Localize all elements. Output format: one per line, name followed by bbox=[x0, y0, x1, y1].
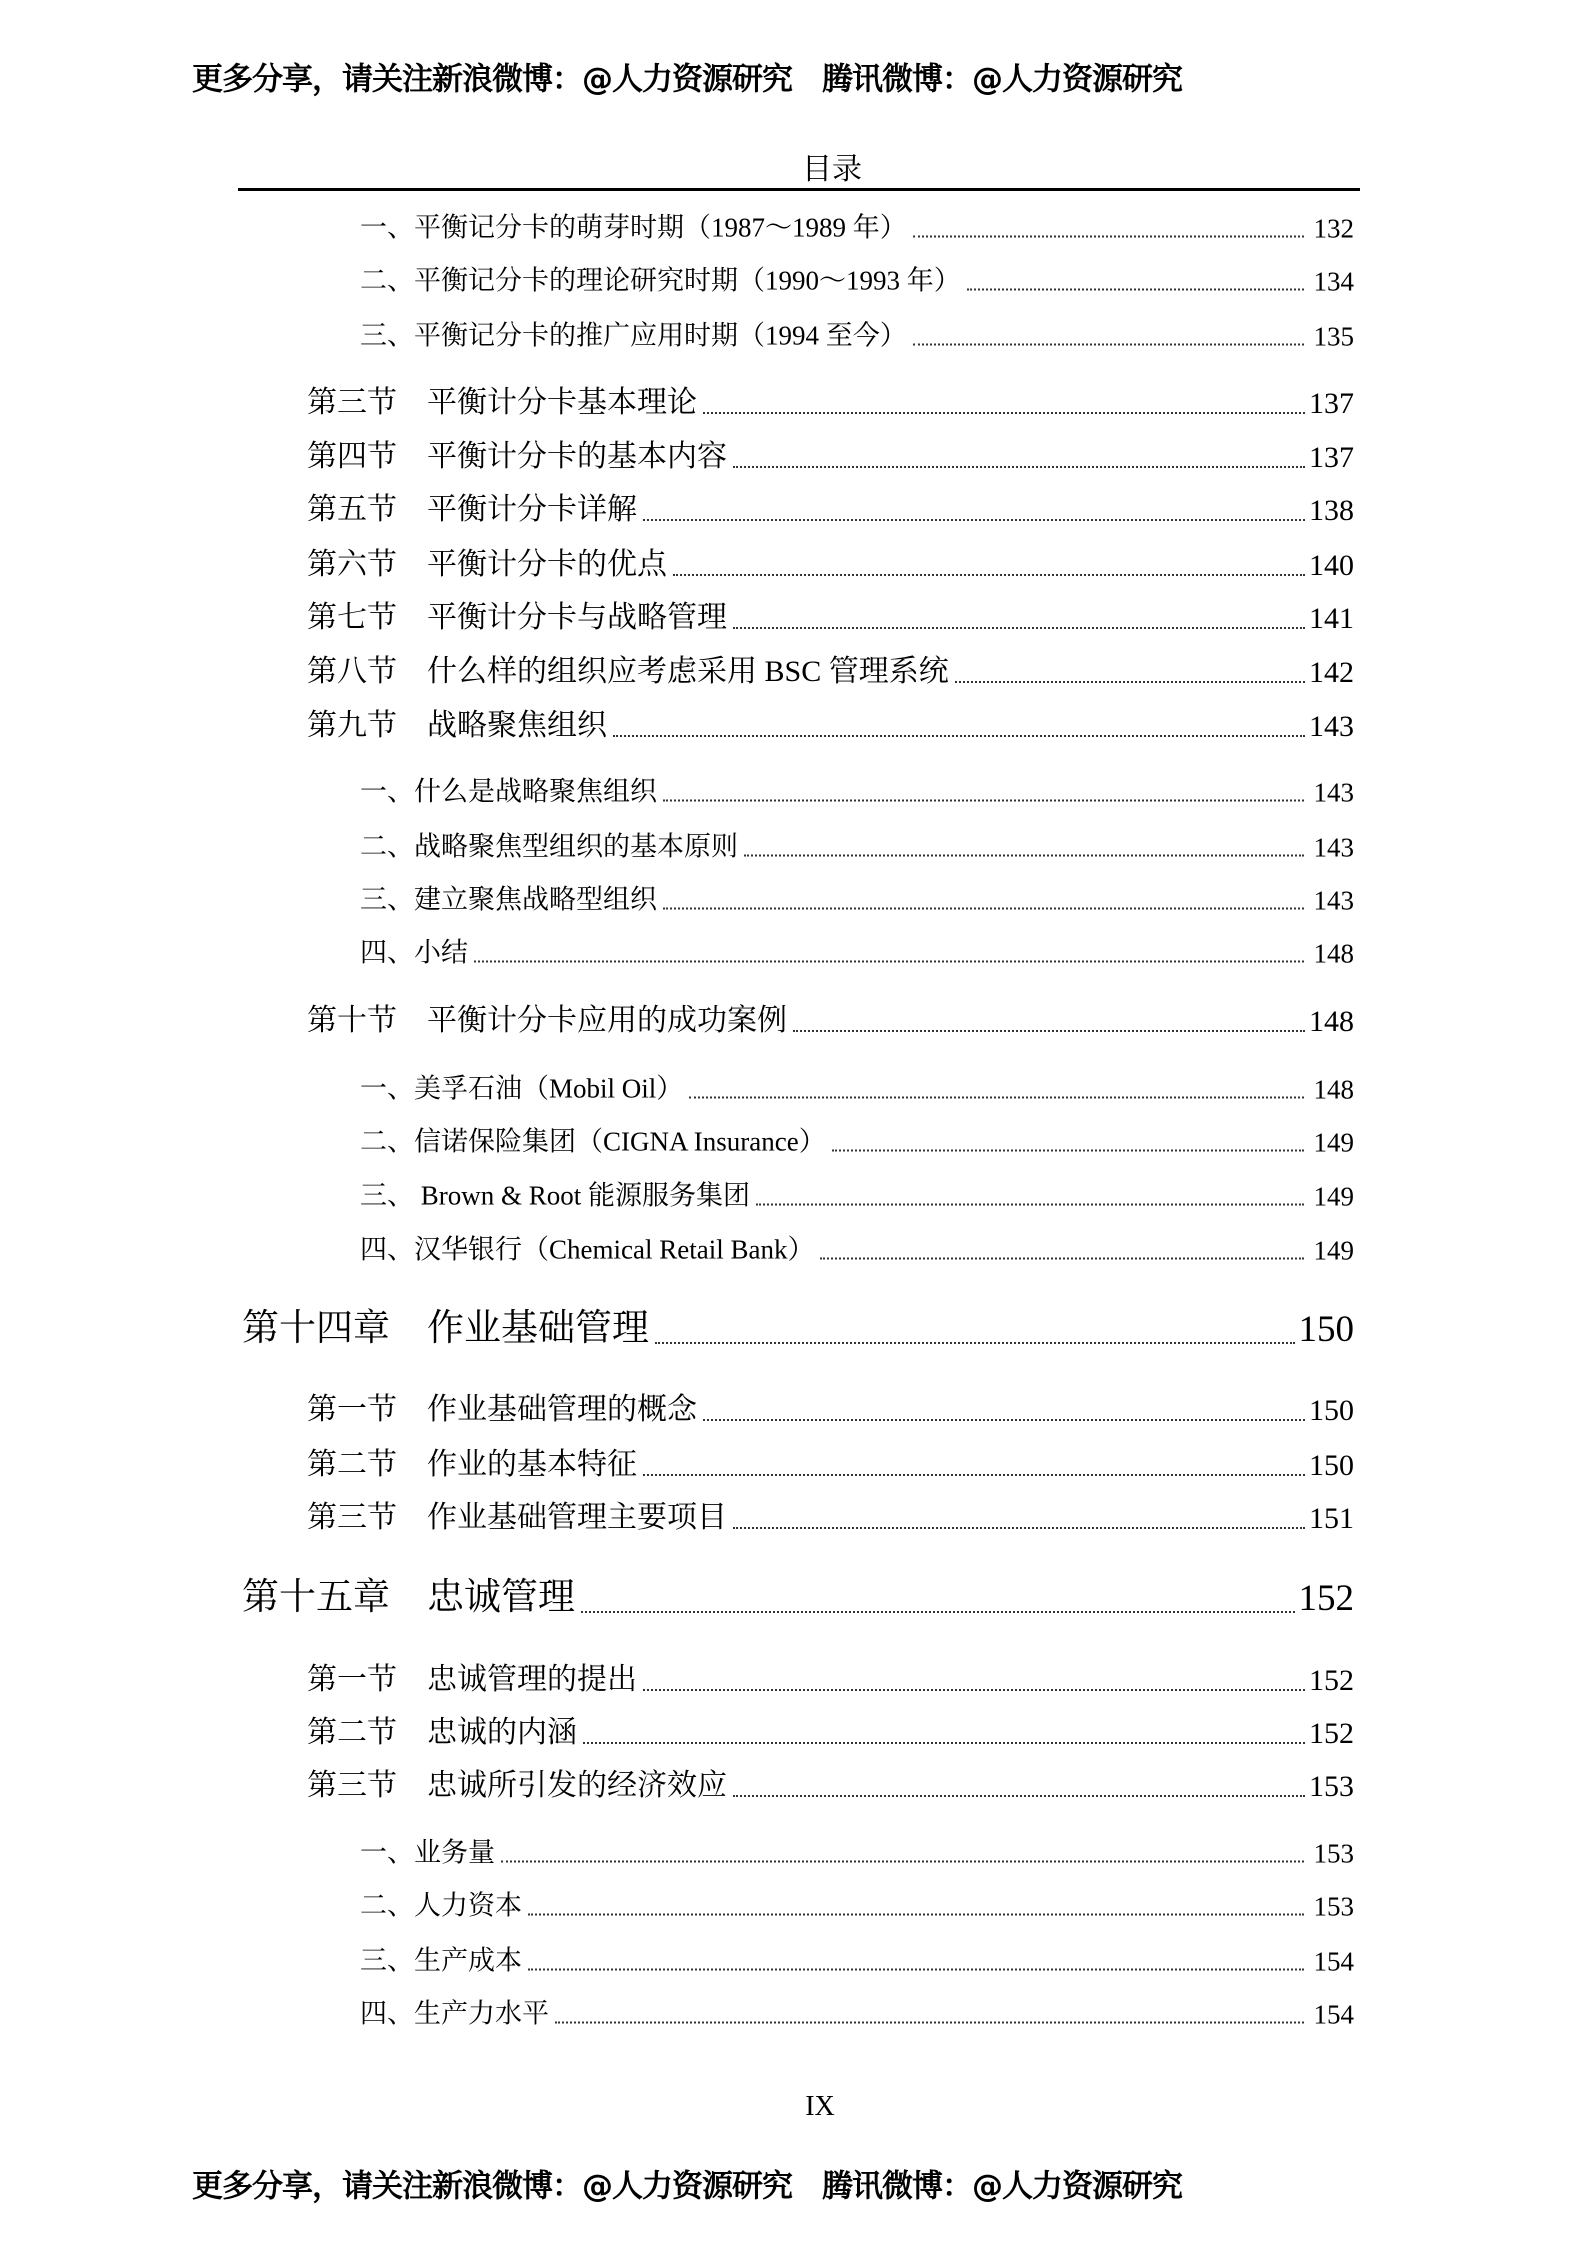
dot-leader bbox=[733, 466, 1305, 468]
toc-entry-page: 148 bbox=[1313, 938, 1354, 969]
toc-entry-label: 第七节 平衡计分卡与战略管理 bbox=[307, 601, 727, 634]
toc-entry-label: 第二节 忠诚的内涵 bbox=[307, 1716, 577, 1749]
toc-entry-label: 四、小结 bbox=[360, 937, 468, 968]
dot-leader bbox=[643, 1474, 1305, 1476]
dot-leader bbox=[581, 1611, 1295, 1613]
toc-chapter[interactable] bbox=[242, 1297, 1354, 1351]
toc-entry-label: 第八节 什么样的组织应考虑采用 BSC 管理系统 bbox=[307, 655, 949, 688]
toc-entry-label: 第六节 平衡计分卡的优点 bbox=[307, 548, 667, 581]
toc-subsection[interactable] bbox=[360, 1228, 1354, 1267]
toc-entry-label: 一、业务量 bbox=[360, 1837, 495, 1868]
toc-entry-label: 三、平衡记分卡的推广应用时期（1994 至今） bbox=[360, 320, 907, 351]
dot-leader bbox=[555, 2022, 1304, 2024]
dot-leader bbox=[913, 236, 1304, 238]
toc-section[interactable] bbox=[307, 1439, 1354, 1483]
toc-entry-page: 153 bbox=[1313, 1891, 1354, 1922]
dot-leader bbox=[663, 908, 1304, 910]
dot-leader bbox=[703, 412, 1305, 414]
toc-entry-page: 153 bbox=[1313, 1838, 1354, 1869]
dot-leader bbox=[689, 1097, 1303, 1099]
dot-leader bbox=[501, 1861, 1304, 1863]
toc-subsection[interactable] bbox=[360, 206, 1354, 245]
toc-subsection[interactable] bbox=[360, 1831, 1354, 1870]
page-number: IX bbox=[805, 2091, 835, 2122]
toc-entry-page: 152 bbox=[1309, 1664, 1354, 1697]
toc-section[interactable] bbox=[307, 1760, 1354, 1804]
toc-entry-label: 二、战略聚焦型组织的基本原则 bbox=[360, 831, 738, 862]
toc-section[interactable] bbox=[307, 646, 1354, 690]
toc-entry-page: 151 bbox=[1309, 1502, 1354, 1535]
toc-entry-label: 四、生产力水平 bbox=[360, 1998, 549, 2029]
toc-entry-label: 一、平衡记分卡的萌芽时期（1987～1989 年） bbox=[360, 212, 907, 243]
toc-section[interactable] bbox=[307, 484, 1354, 528]
dot-leader bbox=[663, 800, 1304, 802]
toc-subsection[interactable] bbox=[360, 1067, 1354, 1106]
toc-entry-page: 143 bbox=[1309, 710, 1354, 743]
toc-section[interactable] bbox=[307, 995, 1354, 1039]
toc-section[interactable] bbox=[307, 1492, 1354, 1536]
dot-leader bbox=[744, 855, 1304, 857]
toc-entry-page: 154 bbox=[1313, 1946, 1354, 1977]
toc-entry-page: 149 bbox=[1313, 1127, 1354, 1158]
toc-subsection[interactable] bbox=[360, 931, 1354, 970]
toc-entry-label: 一、美孚石油（Mobil Oil） bbox=[360, 1073, 684, 1104]
toc-chapter[interactable] bbox=[242, 1566, 1354, 1620]
toc-entry-label: 二、信诺保险集团（CIGNA Insurance） bbox=[360, 1126, 826, 1157]
toc-entry-label: 一、什么是战略聚焦组织 bbox=[360, 776, 657, 807]
dot-leader bbox=[643, 1689, 1305, 1691]
toc-entry-page: 149 bbox=[1313, 1235, 1354, 1266]
toc-entry-page: 140 bbox=[1309, 549, 1354, 582]
dot-leader bbox=[673, 574, 1305, 576]
header-banner: 更多分享，请关注新浪微博：@人力资源研究 腾讯微博：@人力资源研究 bbox=[192, 61, 1182, 98]
toc-entry-page: 141 bbox=[1309, 602, 1354, 635]
dot-leader bbox=[528, 1914, 1304, 1916]
dot-leader bbox=[820, 1258, 1303, 1260]
toc-section[interactable] bbox=[307, 431, 1354, 475]
toc-entry-page: 154 bbox=[1313, 1999, 1354, 2030]
dot-leader bbox=[474, 961, 1304, 963]
dot-leader bbox=[528, 1969, 1304, 1971]
toc-section[interactable] bbox=[307, 539, 1354, 583]
toc-entry-label: 第二节 作业的基本特征 bbox=[307, 1448, 637, 1481]
toc-entry-label: 第十四章 作业基础管理 bbox=[242, 1308, 649, 1349]
toc-entry-page: 150 bbox=[1298, 1309, 1354, 1350]
toc-entry-label: 第一节 忠诚管理的提出 bbox=[307, 1663, 637, 1696]
toc-entry-label: 第三节 忠诚所引发的经济效应 bbox=[307, 1769, 727, 1802]
dot-leader bbox=[643, 519, 1305, 521]
toc-subsection[interactable] bbox=[360, 1884, 1354, 1923]
toc-entry-page: 134 bbox=[1313, 266, 1354, 297]
toc-subsection[interactable] bbox=[360, 770, 1354, 809]
dot-leader bbox=[733, 627, 1305, 629]
toc-entry-label: 三、生产成本 bbox=[360, 1945, 522, 1976]
toc-entry-page: 135 bbox=[1313, 321, 1354, 352]
dot-leader bbox=[756, 1204, 1303, 1206]
toc-entry-page: 143 bbox=[1313, 777, 1354, 808]
dot-leader bbox=[703, 1419, 1305, 1421]
dot-leader bbox=[832, 1150, 1304, 1152]
toc-section[interactable] bbox=[307, 1384, 1354, 1428]
toc-entry-page: 150 bbox=[1309, 1449, 1354, 1482]
toc-subsection[interactable] bbox=[360, 825, 1354, 864]
toc-entry-page: 153 bbox=[1309, 1770, 1354, 1803]
toc-entry-page: 137 bbox=[1309, 441, 1354, 474]
toc-subsection[interactable] bbox=[360, 259, 1354, 298]
toc-section[interactable] bbox=[307, 1654, 1354, 1698]
toc-entry-page: 143 bbox=[1313, 885, 1354, 916]
toc-subsection[interactable] bbox=[360, 314, 1354, 353]
title-rule bbox=[238, 188, 1360, 191]
dot-leader bbox=[733, 1795, 1305, 1797]
toc-entry-label: 二、人力资本 bbox=[360, 1890, 522, 1921]
toc-entry-page: 132 bbox=[1313, 213, 1354, 244]
toc-subsection[interactable] bbox=[360, 878, 1354, 917]
toc-entry-label: 第三节 作业基础管理主要项目 bbox=[307, 1501, 727, 1534]
toc-entry-page: 150 bbox=[1309, 1394, 1354, 1427]
toc-entry-page: 152 bbox=[1309, 1717, 1354, 1750]
toc-entry-label: 二、平衡记分卡的理论研究时期（1990～1993 年） bbox=[360, 265, 961, 296]
toc-entry-label: 第九节 战略聚焦组织 bbox=[307, 709, 607, 742]
toc-entry-page: 148 bbox=[1313, 1074, 1354, 1105]
dot-leader bbox=[793, 1030, 1305, 1032]
toc-subsection[interactable] bbox=[360, 1120, 1354, 1159]
footer-banner: 更多分享，请关注新浪微博：@人力资源研究 腾讯微博：@人力资源研究 bbox=[192, 2168, 1182, 2205]
toc-subsection[interactable] bbox=[360, 1992, 1354, 2031]
dot-leader bbox=[733, 1527, 1305, 1529]
dot-leader bbox=[613, 735, 1305, 737]
dot-leader bbox=[913, 344, 1304, 346]
toc-section[interactable] bbox=[307, 1707, 1354, 1751]
toc-subsection[interactable] bbox=[360, 1939, 1354, 1978]
toc-entry-label: 四、汉华银行（Chemical Retail Bank） bbox=[360, 1234, 815, 1265]
toc-entry-label: 第一节 作业基础管理的概念 bbox=[307, 1393, 697, 1426]
toc-entry-label: 第十节 平衡计分卡应用的成功案例 bbox=[307, 1004, 787, 1037]
toc-title: 目录 bbox=[802, 153, 862, 186]
toc-entry-page: 137 bbox=[1309, 387, 1354, 420]
toc-entry-label: 第五节 平衡计分卡详解 bbox=[307, 493, 637, 526]
dot-leader bbox=[583, 1742, 1305, 1744]
toc-entry-page: 148 bbox=[1309, 1005, 1354, 1038]
toc-entry-page: 138 bbox=[1309, 494, 1354, 527]
toc-entry-page: 142 bbox=[1309, 656, 1354, 689]
toc-entry-label: 三、 Brown & Root 能源服务集团 bbox=[360, 1180, 751, 1211]
dot-leader bbox=[955, 681, 1305, 683]
toc-section[interactable] bbox=[307, 592, 1354, 636]
toc-entry-label: 三、建立聚焦战略型组织 bbox=[360, 884, 657, 915]
toc-entry-label: 第三节 平衡计分卡基本理论 bbox=[307, 386, 697, 419]
toc-entry-label: 第四节 平衡计分卡的基本内容 bbox=[307, 440, 727, 473]
dot-leader bbox=[655, 1342, 1295, 1344]
toc-section[interactable] bbox=[307, 377, 1354, 421]
toc-section[interactable] bbox=[307, 700, 1354, 744]
toc-entry-page: 149 bbox=[1313, 1181, 1354, 1212]
toc-entry-label: 第十五章 忠诚管理 bbox=[242, 1577, 575, 1618]
toc-entry-page: 143 bbox=[1313, 832, 1354, 863]
dot-leader bbox=[967, 289, 1304, 291]
toc-subsection[interactable] bbox=[360, 1174, 1354, 1213]
toc-entry-page: 152 bbox=[1298, 1578, 1354, 1619]
